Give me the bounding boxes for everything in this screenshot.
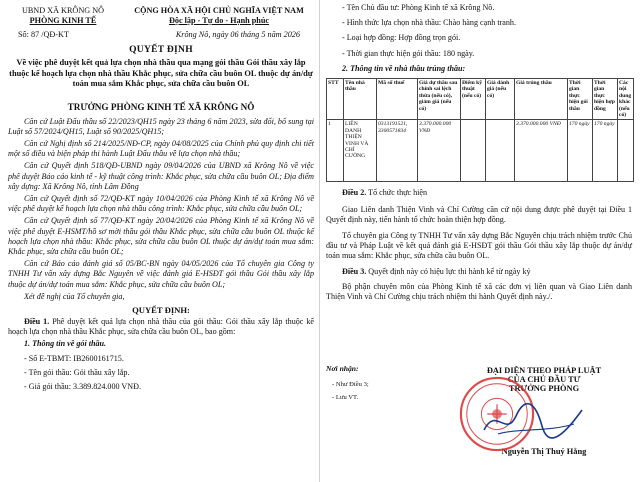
nation-name: CỘNG HÒA XÃ HỘI CHỦ NGHĨA VIỆT NAM <box>134 6 304 15</box>
basis-5: Căn cứ Quyết định số 77/QĐ-KT ngày 20/04/2026 của Phòng Kinh tế xã Krông Nô về việc phê duyệt E-HSMT/hồ sơ mời thầu gói thầu Khắc phục, sửa chữa cầu buôn OL thuộc kế hoạch lựa chọn nhà thầu: Khắc phục, sửa chữa cầu buôn OL thuộc dự án/dự toán mua sắm: Khắc phục, sửa chữa cầu buôn OL; <box>8 216 314 256</box>
basis-6: Căn cứ Báo cáo đánh giá số 05/BC-BN ngày 04/05/2026 của Tổ chuyên gia Công ty TNHH Tư vấn xây dựng Bắc Nguyên về việc đánh giá E-HSĐT gói thầu Gói thầu xây lắp thuộc dự án/dự toán mua sắm: Khắc phục, sửa chữa cầu buôn OL; <box>8 259 314 289</box>
table-row <box>327 120 634 182</box>
recipients-label: Nơi nhận: <box>326 364 359 373</box>
col-header: Thời gian thực hiện hợp đồng <box>593 79 618 120</box>
package-price: - Giá gói thầu: 3.389.824.000 VNĐ. <box>24 381 141 391</box>
cell-bid-price: 3.370.000.000 VNĐ <box>418 120 461 182</box>
basis-4: Căn cứ Quyết định số 72/QĐ-KT ngày 10/04/2026 của Phòng Kinh tế xã Krông Nô về việc phê duyệt kế hoạch lựa chọn nhà thầu công trình: Khắc phục, sửa chữa cầu buôn OL; <box>8 193 314 214</box>
cell-other <box>618 120 634 182</box>
decides-heading: QUYẾT ĐỊNH: <box>132 304 190 315</box>
article-3-para: Bộ phận chuyên môn của Phòng Kinh tế xã các đơn vị liên quan và Giao Liên danh Thiện Vinh và Chí Cường chịu trách nhiệm thi hành Quyết định này./. <box>326 281 632 302</box>
page-divider <box>319 0 320 482</box>
cell-contract-duration: 170 ngày <box>593 120 618 182</box>
col-header: Giá đánh giá (nếu có) <box>486 79 515 120</box>
number-date-row <box>8 30 314 39</box>
col-header: Các nội dung khác (nếu có) <box>618 79 634 120</box>
table-header-row <box>327 79 634 120</box>
article-2-text: Tổ chức thực hiện <box>366 188 428 198</box>
document-subject: Về việc phê duyệt kết quả lựa chọn nhà thầu qua mạng gói thầu Gói thầu xây lắp thuộc kế hoạch lựa chọn nhà thầu Khắc phục, sửa chữa cầu buôn OL thuộc dự án/dự toán mua sắm Khắc phục, sửa chữa cầu buôn OL <box>9 58 313 88</box>
duration-item: - Thời gian thực hiện gói thầu: 180 ngày. <box>342 48 475 58</box>
basis-1: Căn cứ Luật Đấu thầu số 22/2023/QH15 ngày 23 tháng 6 năm 2023, sửa đổi, bổ sung tại Luật số 57/2024/QH15, Luật số 90/2025/QH15; <box>8 116 314 136</box>
section-1-heading: 1. Thông tin về gói thầu. <box>24 339 107 349</box>
signature-line1: ĐẠI DIỆN THEO PHÁP LUẬT <box>486 366 602 375</box>
col-header: STT <box>327 79 344 120</box>
handwritten-signature <box>478 398 588 444</box>
package-code: - Số E-TBMT: IB2600161715. <box>24 353 124 363</box>
cell-winning-price: 3.370.000.000 VNĐ <box>515 120 568 182</box>
recipients <box>326 364 446 401</box>
signer-name: Nguyễn Thị Thuý Hằng <box>501 447 587 456</box>
col-header: Điểm kỹ thuật (nếu có) <box>461 79 486 120</box>
left-column <box>8 0 314 392</box>
org-line1: UBND XÃ KRÔNG NÔ <box>21 6 105 15</box>
selection-method-item: - Hình thức lựa chọn nhà thầu: Chào hàng cạnh tranh. <box>342 18 516 28</box>
article-2-para-2: Tổ chuyên gia Công ty TNHH Tư vấn xây dựng Bắc Nguyên chịu trách nhiệm trước Chủ đầu tư và Pháp Luật về kết quả đánh giá E-HSĐT gói thầu Gói thầu xây lắp thuộc dự án/dự toán mua sắm: Khắc phục, sửa chữa cầu buôn OL. <box>326 231 632 261</box>
section-2-heading: 2. Thông tin về nhà thầu trúng thầu: <box>342 63 466 73</box>
national-header <box>124 6 314 26</box>
cell-bidder-name: LIÊN DANH THIỆN VINH VÀ CHÍ CƯỜNG <box>344 120 377 182</box>
issuing-org <box>8 6 118 26</box>
place-date: Krông Nô, ngày 06 tháng 5 năm 2026 <box>175 30 300 39</box>
basis-2: Căn cứ Nghị định số 214/2025/NĐ-CP, ngày 04/08/2025 của Chính phủ quy định chi tiết một số điều và biện pháp thi hành Luật Đấu thầu về lựa chọn nhà thầu; <box>8 138 314 159</box>
article-2 <box>326 188 632 198</box>
article-1 <box>8 317 314 337</box>
cell-technical-score <box>461 120 486 182</box>
cell-evaluated-price <box>486 120 515 182</box>
basis-7: Xét đề nghị của Tổ chuyên gia, <box>24 291 125 301</box>
article-1-text: Phê duyệt kết quả lựa chọn nhà thầu của gói thầu: Gói thầu xây lắp thuộc kế hoạch lựa chọn nhà thầu Khắc phục, sửa chữa cầu buôn OL, bao gồm: <box>8 316 314 337</box>
article-3-label: Điều 3. <box>342 266 367 276</box>
right-column <box>326 0 632 456</box>
col-header: Giá trúng thầu <box>515 79 568 120</box>
col-header: Mã số thuế <box>377 79 418 120</box>
col-header: Giá dự thầu sau chỉnh sai lệch thừa (nếu có), giảm giá (nếu có) <box>418 79 461 120</box>
signature-line3: TRƯỞNG PHÒNG <box>508 384 580 393</box>
investor-item: - Tên Chủ đầu tư: Phòng Kinh tế xã Krông Nô. <box>342 3 495 12</box>
national-motto: Độc lập - Tự do - Hạnh phúc <box>168 16 270 25</box>
cell-index: 1 <box>327 120 344 182</box>
cell-package-duration: 170 ngày <box>568 120 593 182</box>
article-3 <box>326 267 632 277</box>
document-number: Số: 87 /QĐ-KT <box>18 30 69 39</box>
recipient-item: - Lưu VT. <box>332 394 359 401</box>
basis-3: Căn cứ Quyết định 518/QĐ-UBND ngày 09/04/2026 của UBND xã Krông Nô về việc phê duyệt Báo cáo kinh tế - kỹ thuật công trình: Khắc phục, sửa chữa cầu buôn OL; Địa điểm xây dựng: Xã Krông Nô, tỉnh Lâm Đồng <box>8 161 314 191</box>
legal-bases <box>8 117 314 302</box>
article-2-para-1: Giao Liên danh Thiện Vinh và Chí Cường căn cứ nội dung được phê duyệt tại Điều 1 Quyết định này, tiến hành tổ chức hoàn thiện hợp đồng. <box>326 204 632 224</box>
header <box>8 6 314 26</box>
article-2-label: Điều 2. <box>342 188 367 198</box>
col-header: Tên nhà thầu <box>344 79 377 120</box>
winning-bidder-table <box>326 78 634 182</box>
office-heading: TRƯỞNG PHÒNG KINH TẾ XÃ KRÔNG NÔ <box>67 101 255 112</box>
article-1-label: Điều 1. <box>24 316 50 326</box>
document-title: QUYẾT ĐỊNH <box>129 45 193 55</box>
org-line2: PHÒNG KINH TẾ <box>29 16 97 25</box>
col-header: Thời gian thực hiện gói thầu <box>568 79 593 120</box>
signature-line2: CỦA CHỦ ĐẦU TƯ <box>507 375 581 384</box>
contract-type-item: - Loại hợp đồng: Hợp đồng trọn gói. <box>342 33 461 43</box>
package-name: - Tên gói thầu: Gói thầu xây lắp. <box>24 367 130 377</box>
recipient-item: - Như Điều 3; <box>332 381 369 388</box>
article-3-text: Quyết định này có hiệu lực thi hành kể từ ngày ký <box>366 266 531 276</box>
cell-tax-code: 0313191521, 3300571834 <box>377 120 418 182</box>
